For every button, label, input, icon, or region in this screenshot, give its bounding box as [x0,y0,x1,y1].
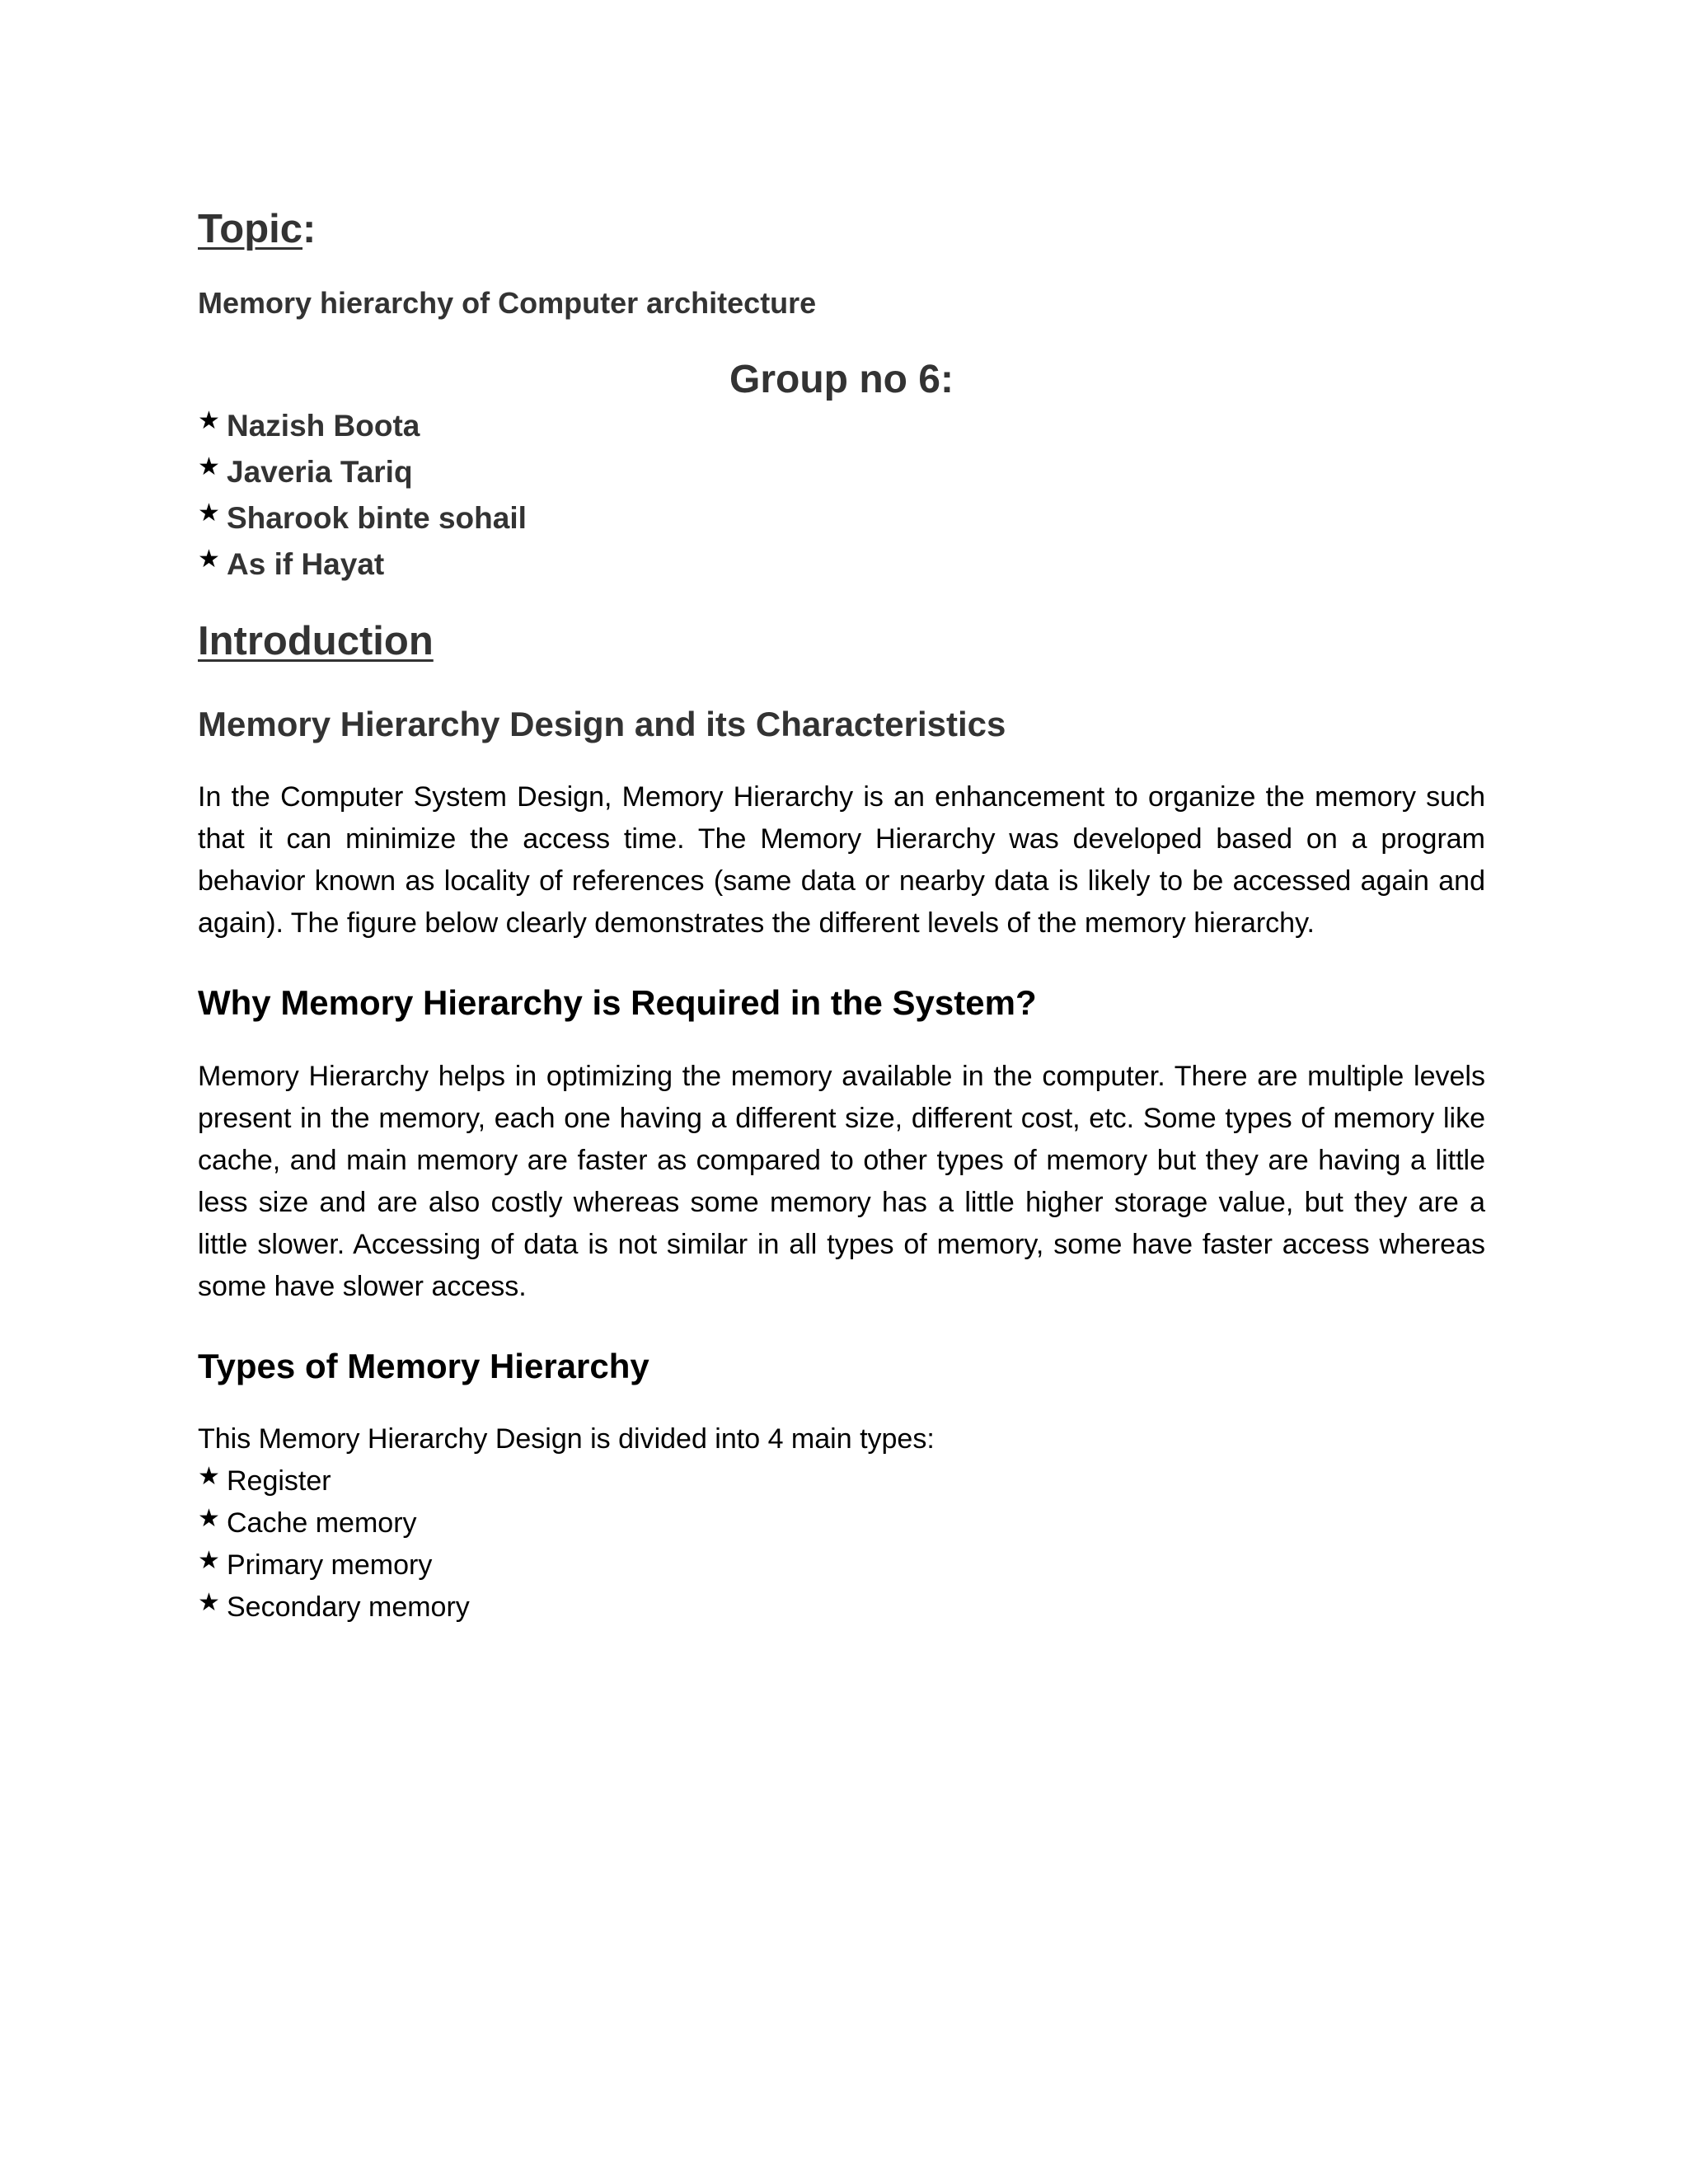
topic-heading [198,206,1485,252]
list-item [198,1544,1485,1586]
types-intro: This Memory Hierarchy Design is divided into 4 main types: [198,1423,935,1455]
design-paragraph: In the Computer System Design, Memory Hierarchy is an enhancement to organize the memory such that it can minimize the access time. The Memory Hierarchy was developed based on a program behavior known as locality of references (same data or nearby data is likely to be accessed again and again). The figure below clearly demonstrates the different levels of the memory hierarchy. [198,781,1485,940]
topic-subtitle: Memory hierarchy of Computer architecture [198,286,817,321]
introduction-heading [198,617,1485,666]
topic-label: Topic [198,207,303,251]
member-list [198,403,1485,588]
member-name: Javeria Tariq [227,455,413,490]
star-icon: ★ [198,453,220,481]
star-icon: ★ [198,1463,220,1491]
types-list [198,1460,1485,1629]
member-name: As if Hayat [227,547,385,582]
star-icon: ★ [198,407,220,435]
member-name: Nazish Boota [227,409,420,443]
star-icon: ★ [198,546,220,574]
list-item [198,541,1485,588]
design-heading: Memory Hierarchy Design and its Characteristics [198,704,1006,743]
list-item [198,1586,1485,1629]
why-paragraph: Memory Hierarchy helps in optimizing the memory available in the computer. There are multiple levels present in the memory, each one having a different size, different cost, etc. Some types of memory like cache, and main memory are faster as compared to other types of memory but they are having a little less size and are also costly whereas some memory has a little higher storage value, but they are a little slower. Accessing of data is not similar in all types of memory, some have faster access whereas some have slower access. [198,1060,1485,1302]
star-icon: ★ [198,499,220,527]
list-item [198,403,1485,449]
topic-colon: : [302,207,316,251]
group-heading: Group no 6: [729,357,954,401]
star-icon: ★ [198,1505,220,1533]
introduction-label: Introduction [198,619,434,664]
star-icon: ★ [198,1589,220,1617]
type-label: Primary memory [227,1549,433,1582]
document-page [198,206,1485,1629]
type-label: Secondary memory [227,1591,470,1624]
list-item [198,449,1485,495]
list-item [198,1502,1485,1544]
types-heading: Types of Memory Hierarchy [198,1346,649,1385]
type-label: Register [227,1465,331,1497]
why-heading: Why Memory Hierarchy is Required in the System? [198,983,1037,1023]
list-item [198,1460,1485,1502]
type-label: Cache memory [227,1507,417,1540]
list-item [198,495,1485,541]
star-icon: ★ [198,1547,220,1575]
member-name: Sharook binte sohail [227,501,527,536]
